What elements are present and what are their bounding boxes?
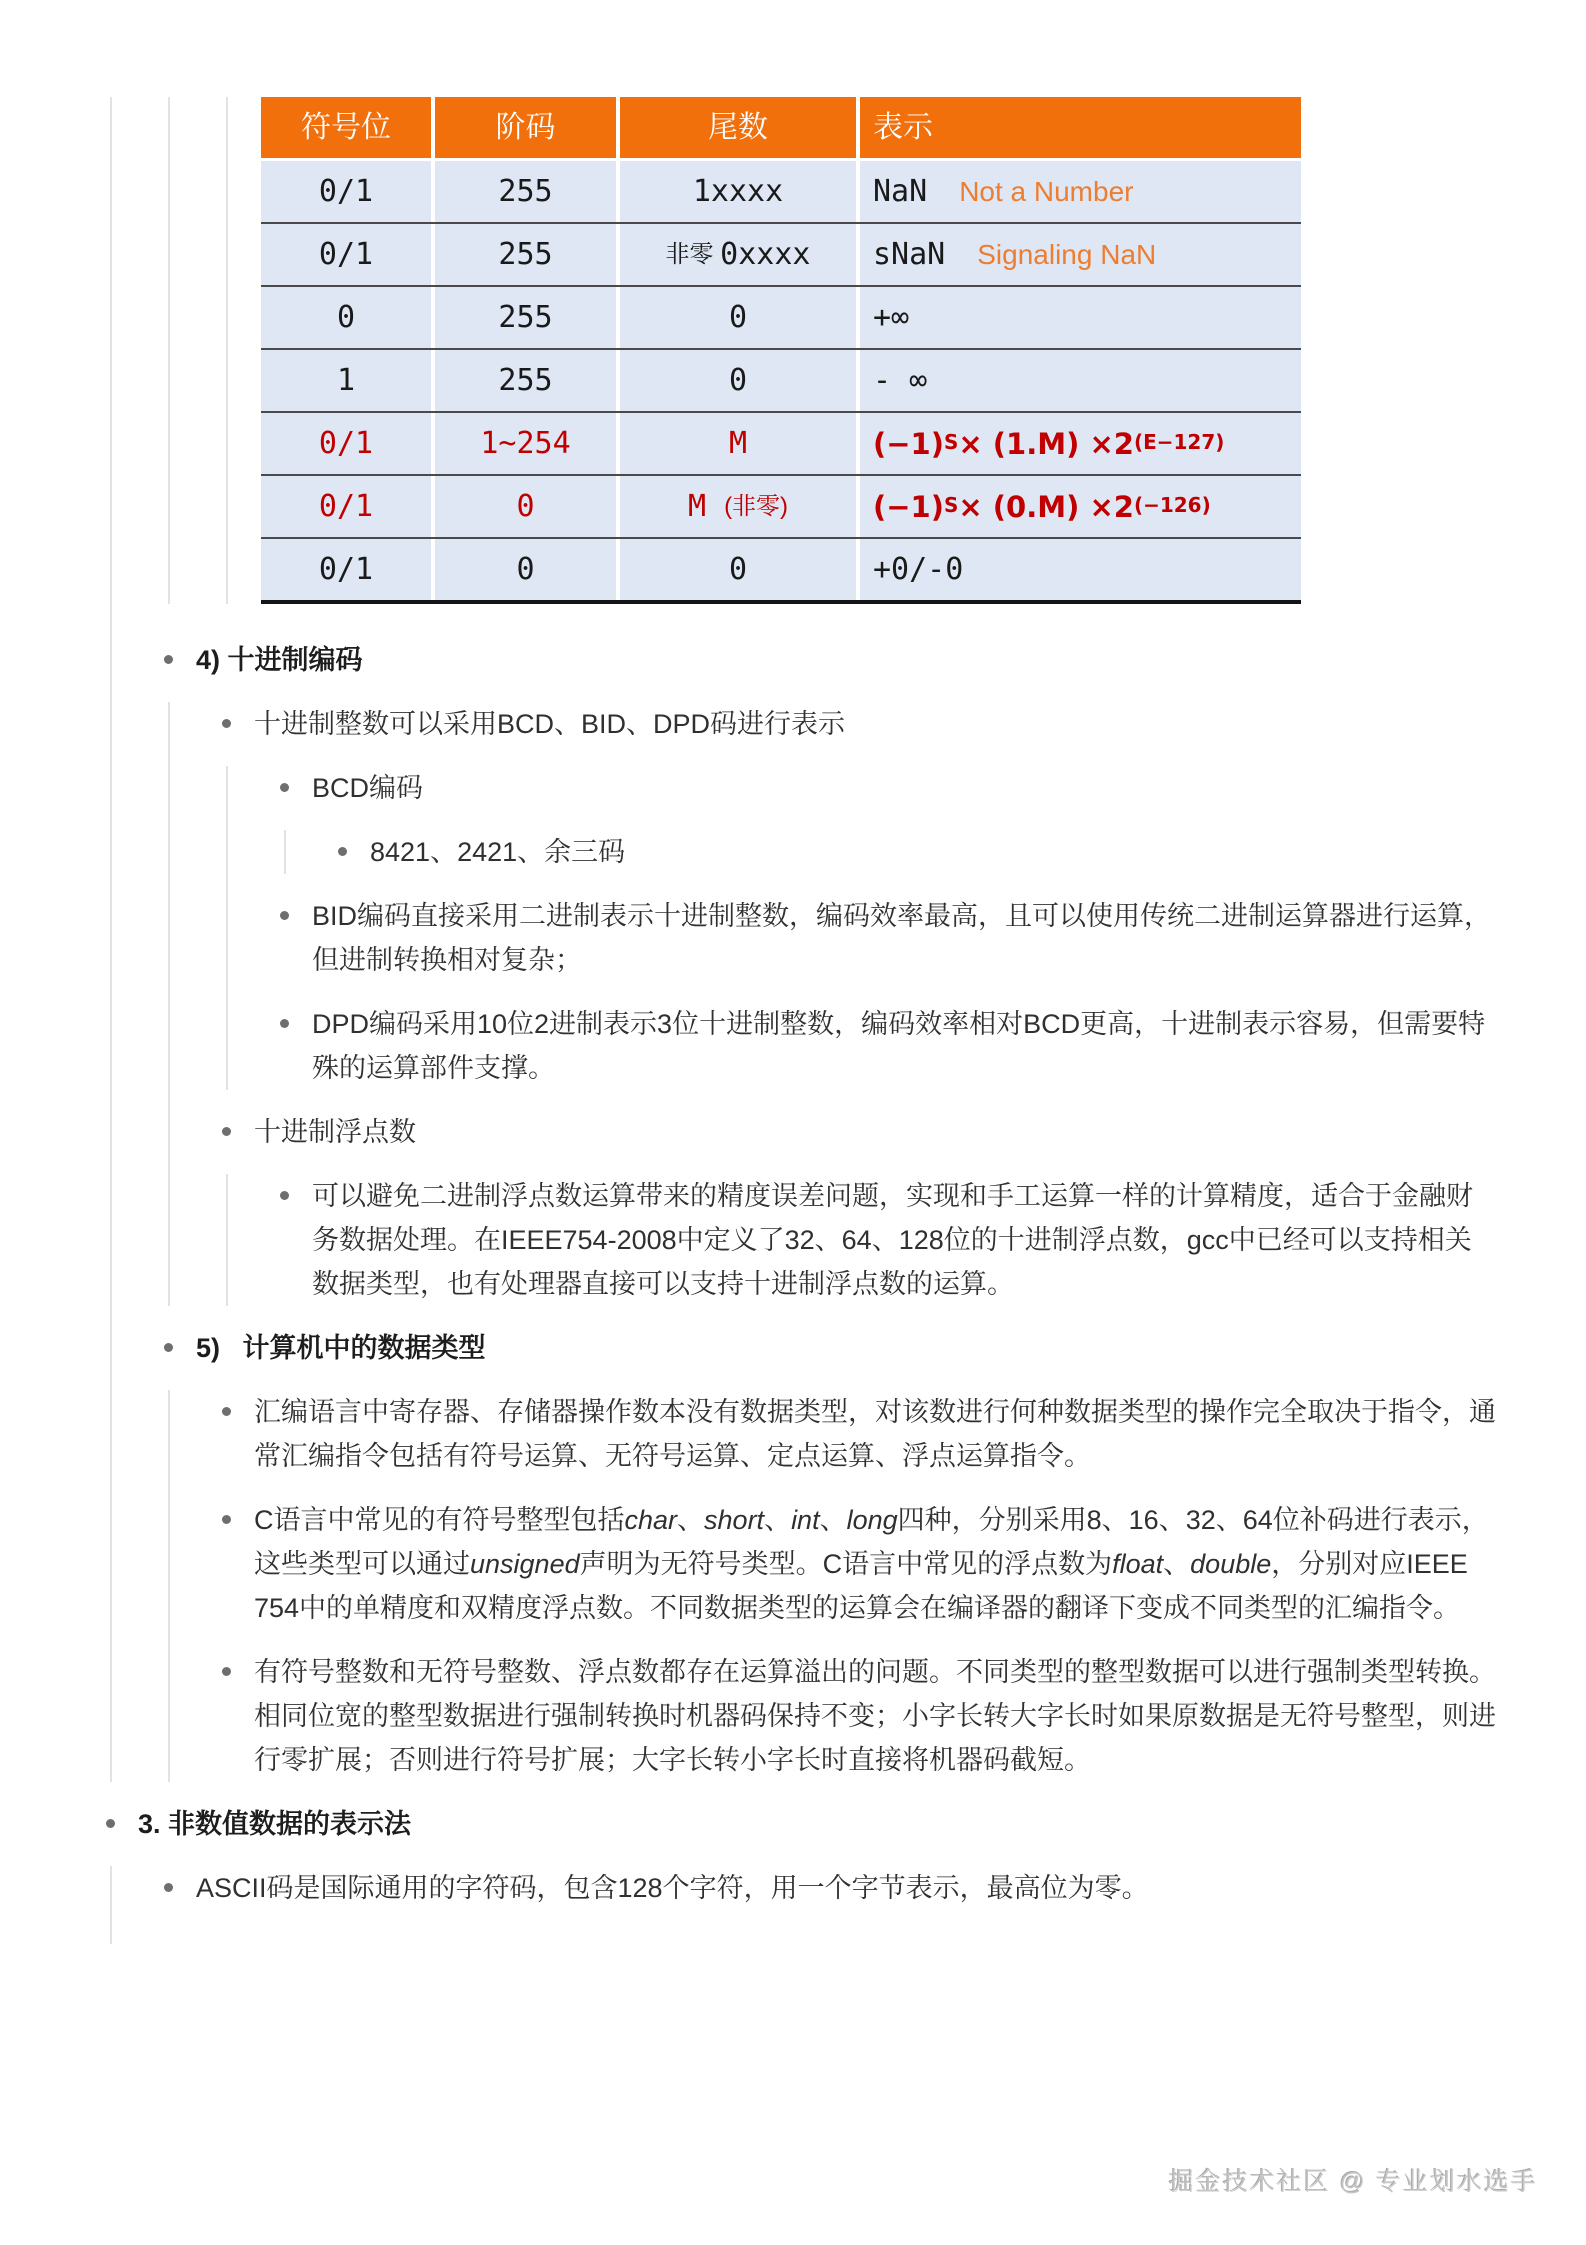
section-title: 3. 非数值数据的表示法 [138,1809,412,1839]
text-segment: 0/1 [318,173,374,209]
text-segment: (非零) [724,492,789,520]
outline-depth3-children [226,97,1498,604]
text-segment: (−1) [873,426,944,461]
list-text: 8421、2421、余三码 [370,837,626,867]
cell-exponent [431,161,616,222]
list-text [254,1498,1498,1630]
bullet-icon [276,766,294,810]
text-segment: 0xxxx [720,236,811,272]
text-segment: 0/1 [318,488,374,524]
outline-item-data-types [160,1326,1498,1370]
cell-mantissa [616,476,856,537]
text-segment: 255 [498,299,553,335]
list-text: DPD编码采用10位2进制表示3位十进制整数，编码效率相对BCD更高，十进制表示容易，但需要特殊的运算部件支撑。 [312,1009,1486,1083]
bullet-icon [334,830,352,874]
text-segment: 1 [336,362,356,398]
table-row-nan [261,161,1301,224]
table-row-neg-infinity [261,350,1301,413]
outline-depth2-children [168,97,1498,604]
cell-representation [856,350,1301,411]
text-segment: ，分别对应IEEE 754中的单精度和双精度浮点数。不同数据类型的运算会在编译器的翻译下变成不同类型的汇编指令。 [254,1549,1468,1623]
section-title: 4) 十进制编码 [196,645,363,675]
decimal-float-children [226,1174,1498,1306]
section-title: 5) 计算机中的数据类型 [196,1333,486,1363]
cell-exponent [431,476,616,537]
cell-mantissa [616,413,856,474]
text-segment: 255 [498,236,553,272]
text-segment: Not a Number [959,175,1134,207]
bullet-icon [276,1002,294,1046]
table-row-denormalized [261,476,1301,539]
outline-item-ascii [160,1866,1498,1910]
bullet-icon [218,1390,236,1434]
text-segment: double [1190,1549,1272,1579]
cell-exponent [431,350,616,411]
cell-sign [261,287,431,348]
bullet-icon [218,1498,236,1542]
table-header-row [261,97,1301,161]
text-segment: 0 [728,551,748,587]
text-segment: 0/1 [318,551,374,587]
outline-item-overflow [218,1650,1498,1782]
non-numeric-children [110,1866,1498,1944]
text-segment: 、 [819,1505,847,1535]
cell-representation [856,287,1301,348]
outline-item-decimal-float-detail [276,1174,1498,1306]
list-text: ASCII码是国际通用的字符码，包含128个字符，用一个字节表示，最高位为零。 [196,1873,1149,1903]
text-segment: +∞ [873,299,910,335]
table-header-mantissa: 尾数 [616,97,856,158]
outline-item-c-types [218,1498,1498,1630]
text-segment: 0 [516,488,535,524]
text-segment: 、 [764,1505,792,1535]
text-segment: 0/1 [318,425,374,461]
text-segment: 1~254 [480,425,571,461]
cell-sign [261,161,431,222]
text-segment: 255 [498,362,553,398]
text-segment: M [728,425,748,461]
outline-depth1-children [110,97,1498,1782]
list-text: BCD编码 [312,773,424,803]
bullet-icon [160,638,178,682]
table-row-snan [261,224,1301,287]
table-header-representation: 表示 [856,97,1301,158]
cell-mantissa [616,350,856,411]
text-segment: × (0.M) ×2 [958,489,1134,524]
text-segment: 0 [516,551,535,587]
bullet-icon [218,1110,236,1154]
text-segment: sNaN [873,236,946,272]
cell-exponent [431,287,616,348]
text-segment: unsigned [470,1549,580,1579]
list-text: 十进制整数可以采用BCD、BID、DPD码进行表示 [254,709,846,739]
outline-item-bcd-codes [334,830,1498,874]
cell-mantissa [616,539,856,600]
text-segment: 0 [728,362,748,398]
cell-mantissa [616,224,856,285]
list-text: BID编码直接采用二进制表示十进制整数，编码效率最高，且可以使用传统二进制运算器进行运算，但进制转换相对复杂； [312,901,1492,975]
cell-sign [261,413,431,474]
cell-representation: (−1) $^S$ × (0.M) ×2 $^{(-126)}$ [856,476,1301,537]
cell-sign [261,224,431,285]
text-segment: Signaling NaN [977,238,1157,270]
text-segment: (−1) [873,489,944,524]
text-segment: short [704,1505,765,1535]
list-text: 可以避免二进制浮点数运算带来的精度误差问题，实现和手工运算一样的计算精度，适合于金融财务数据处理。在IEEE754-2008中定义了32、64、128位的十进制浮点数，gcc中已经可以支持相关数据类型，也有处理器直接可以支持十进制浮点数的运算。 [312,1181,1473,1299]
text-segment: 255 [498,173,553,209]
outline-item-decimal-float [218,1110,1498,1154]
text-segment: 、 [677,1505,705,1535]
cell-representation [856,539,1301,600]
cell-sign [261,350,431,411]
table-header-exponent: 阶码 [431,97,616,158]
bcd-children [284,830,1498,874]
text-segment: - ∞ [873,362,928,398]
text-segment: C语言中常见的有符号整型包括 [254,1505,625,1535]
ieee754-table [261,97,1301,604]
text-segment: 声明为无符号类型。C语言中常见的浮点数为 [579,1549,1113,1579]
cell-representation [856,224,1301,285]
cell-exponent [431,224,616,285]
cell-mantissa [616,161,856,222]
text-segment: long [846,1505,898,1535]
cell-mantissa [616,287,856,348]
cell-exponent [431,539,616,600]
cell-representation [856,161,1301,222]
text-segment: 、 [1163,1549,1191,1579]
text-segment: 0 [336,299,356,335]
text-segment: +0/-0 [873,551,964,587]
bullet-icon [276,1174,294,1218]
cell-representation: (−1) $^S$ × (1.M) ×2 $^{(E-127)}$ [856,413,1301,474]
list-text: 十进制浮点数 [254,1117,416,1147]
list-text: 汇编语言中寄存器、存储器操作数本没有数据类型，对该数进行何种数据类型的操作完全取决于指令，通常汇编指令包括有符号运算、无符号运算、定点运算、浮点运算指令。 [254,1397,1496,1471]
text-segment: × (1.M) ×2 [958,426,1134,461]
text-segment: int [791,1505,820,1535]
cell-sign [261,476,431,537]
text-segment: 0/1 [318,236,374,272]
outline-item-non-numeric [102,1802,1498,1846]
text-segment: float [1112,1549,1164,1579]
bullet-icon [160,1326,178,1370]
outline-item-assembly [218,1390,1498,1478]
outline-item-dpd [276,1002,1498,1090]
text-segment: 0 [728,299,748,335]
bcd-bid-dpd-children [226,766,1498,1090]
decimal-encoding-children [168,702,1498,1306]
watermark: 掘金技术社区 @ 专业划水选手 [1168,2168,1538,2196]
table-row-pos-infinity [261,287,1301,350]
outline-item-bcd [276,766,1498,810]
text-segment: 1xxxx [692,173,784,209]
table-header-sign-bit: 符号位 [301,110,391,144]
bullet-icon [276,894,294,938]
bullet-icon [102,1802,120,1846]
bullet-icon [218,702,236,746]
cell-exponent [431,413,616,474]
text-segment: 四种，分别采用8、16、32、64位补码进行表示，这些类型可以通过 [254,1505,1489,1579]
bullet-icon [218,1650,236,1694]
table-row-zero [261,539,1301,604]
text-segment: NaN [873,173,928,209]
text-segment: char [624,1505,678,1535]
outline-item-bid [276,894,1498,982]
table-row-normalized [261,413,1301,476]
text-segment: 非零 [665,240,721,268]
cell-sign [261,539,431,600]
data-types-children [168,1390,1498,1782]
list-text: 有符号整数和无符号整数、浮点数都存在运算溢出的问题。不同类型的整型数据可以进行强制类型转换。相同位宽的整型数据进行强制转换时机器码保持不变；小字长转大字长时如果原数据是无符号整型，则进行零扩展；否则进行符号扩展；大字长转小字长时直接将机器码截短。 [254,1657,1496,1775]
bullet-icon [160,1866,178,1910]
outline-item-bcd-bid-dpd [218,702,1498,746]
text-segment: M [687,488,725,524]
outline-item-decimal-encoding [160,638,1498,682]
